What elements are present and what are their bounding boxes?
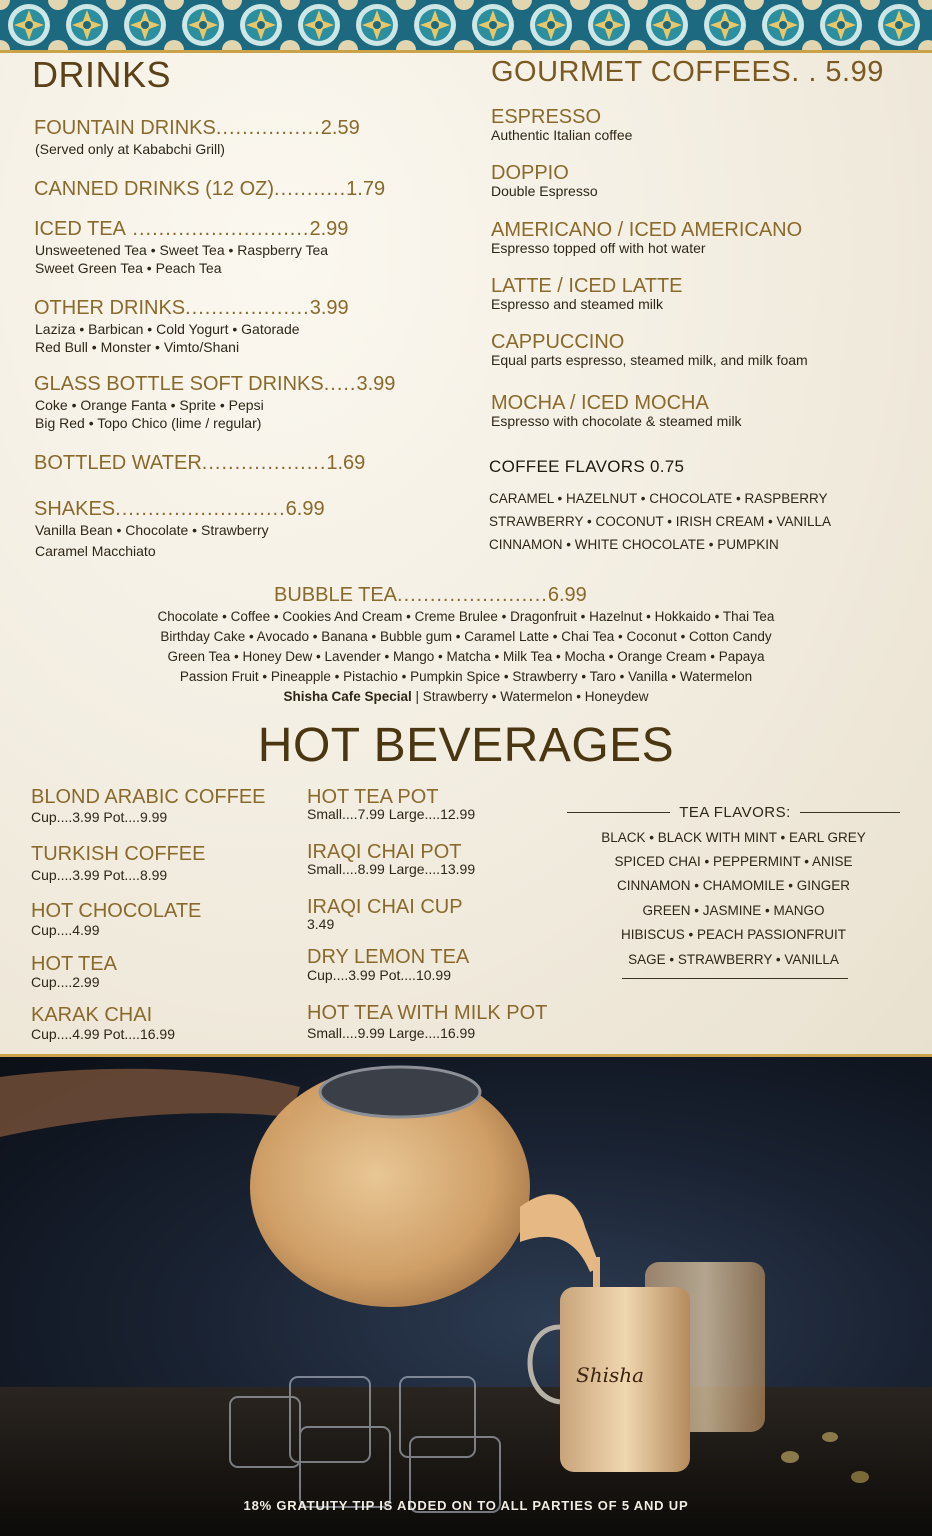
- tea-flavors-rule-bottom: [622, 978, 848, 979]
- gratuity-notice: 18% GRATUITY TIP IS ADDED ON TO ALL PARTIES OF 5 AND UP: [243, 1498, 689, 1513]
- coffee-desc: Espresso and steamed milk: [491, 296, 663, 312]
- hot-beverages-title: HOT BEVERAGES: [257, 719, 675, 772]
- hot-item-price: Cup....3.99 Pot....10.99: [307, 967, 451, 983]
- coffee-flavors-line: STRAWBERRY • COCONUT • IRISH CREAM • VANILLA: [489, 514, 831, 529]
- tea-flavors-title: TEA FLAVORS:: [679, 804, 791, 821]
- bubble-tea-flavors-3: Green Tea • Honey Dew • Lavender • Mango • Matcha • Milk Tea • Mocha • Orange Cream • Papaya: [167, 649, 765, 664]
- hot-item: HOT CHOCOLATE: [31, 900, 202, 922]
- tea-flavors-line: BLACK • BLACK WITH MINT • EARL GREY: [601, 830, 866, 845]
- coffee-flavors-title: COFFEE FLAVORS 0.75: [489, 457, 685, 476]
- glass-bottle-item: [34, 373, 395, 396]
- other-drinks-item: [34, 297, 349, 320]
- coffee-item: DOPPIO: [491, 162, 569, 184]
- hot-item: DRY LEMON TEA: [307, 946, 470, 968]
- tea-pouring-photo: [0, 1057, 932, 1536]
- tea-flavors-rule-left: [567, 812, 670, 813]
- hot-item-price: Cup....3.99 Pot....9.99: [31, 809, 168, 825]
- coffee-flavors-line: CINNAMON • WHITE CHOCOLATE • PUMPKIN: [489, 537, 779, 552]
- item-label: BUBBLE TEA: [274, 584, 398, 606]
- other-drinks-options-1: Laziza • Barbican • Cold Yogurt • Gatorade: [35, 321, 300, 337]
- coffee-item: MOCHA / ICED MOCHA: [491, 392, 709, 414]
- gourmet-coffees-title: GOURMET COFFEES. . 5.99: [491, 56, 884, 88]
- separator: |: [411, 689, 423, 704]
- coffee-item: CAPPUCCINO: [491, 331, 625, 353]
- bubble-tea-flavors-2: Birthday Cake • Avocado • Banana • Bubble gum • Caramel Latte • Chai Tea • Coconut • Cotton Candy: [160, 629, 772, 644]
- item-price: 1.69: [326, 452, 366, 474]
- iced-tea-item: [34, 218, 348, 241]
- leader-dots: ..........................: [115, 498, 286, 520]
- hot-item: HOT TEA POT: [307, 786, 439, 808]
- hot-item-price: 3.49: [307, 916, 335, 932]
- bottled-water-item: [34, 452, 365, 475]
- leader-dots: .......................: [397, 584, 548, 606]
- hot-item: BLOND ARABIC COFFEE: [31, 786, 266, 808]
- leader-dots: ................: [215, 117, 321, 139]
- fountain-note: (Served only at Kababchi Grill): [35, 141, 225, 157]
- tea-flavors-line: HIBISCUS • PEACH PASSIONFRUIT: [620, 927, 846, 942]
- coffee-desc: Double Espresso: [491, 183, 598, 199]
- item-label: SHAKES: [34, 498, 116, 520]
- bubble-tea-flavors-4: Passion Fruit • Pineapple • Pistachio • Pumpkin Spice • Strawberry • Taro • Vanilla • Watermelon: [179, 669, 753, 684]
- coffee-desc: Espresso with chocolate & steamed milk: [491, 413, 742, 429]
- tea-flavors-line: CINNAMON • CHAMOMILE • GINGER: [617, 878, 850, 893]
- hot-item: IRAQI CHAI CUP: [307, 896, 463, 918]
- bubble-tea-special: [0, 689, 932, 704]
- shakes-options-2: Caramel Macchiato: [35, 543, 156, 559]
- item-price: 6.99: [547, 584, 587, 606]
- hot-item-price: Small....7.99 Large....12.99: [307, 806, 476, 822]
- fountain-drinks-item: [34, 117, 360, 140]
- coffee-item: AMERICANO / ICED AMERICANO: [491, 219, 803, 241]
- hot-item: IRAQI CHAI POT: [307, 841, 462, 863]
- other-drinks-options-2: Red Bull • Monster • Vimto/Shani: [35, 339, 240, 355]
- glass-bottle-options-2: Big Red • Topo Chico (lime / regular): [35, 415, 262, 431]
- drinks-title: DRINKS: [32, 54, 172, 95]
- item-label: CANNED DRINKS (12 OZ): [34, 178, 275, 200]
- glass-bottle-options-1: Coke • Orange Fanta • Sprite • Pepsi: [35, 397, 264, 413]
- item-label: BOTTLED WATER: [34, 452, 202, 474]
- tea-pouring-illustration: [0, 1057, 932, 1536]
- hot-item-price: Cup....4.99: [31, 922, 100, 938]
- bubble-tea-item: [274, 584, 587, 607]
- coffee-item: ESPRESSO: [491, 106, 602, 128]
- hot-item-price: Small....9.99 Large....16.99: [307, 1025, 476, 1041]
- coffee-flavors-line: CARAMEL • HAZELNUT • CHOCOLATE • RASPBERRY: [489, 491, 828, 506]
- leader-dots: ...................: [185, 297, 310, 319]
- bubble-tea-flavors-1: Chocolate • Coffee • Cookies And Cream • Creme Brulee • Dragonfruit • Hazelnut • Hokkaido • Thai Tea: [157, 609, 775, 624]
- leader-dots: ...........: [274, 178, 347, 200]
- coffee-desc: Equal parts espresso, steamed milk, and milk foam: [491, 352, 808, 368]
- iced-tea-options-1: Unsweetened Tea • Sweet Tea • Raspberry Tea: [35, 242, 329, 258]
- item-label: FOUNTAIN DRINKS: [34, 117, 216, 139]
- item-price: 2.99: [309, 218, 349, 240]
- decorative-tile-band: [0, 0, 932, 53]
- shakes-item: [34, 498, 325, 521]
- coffee-item: LATTE / ICED LATTE: [491, 275, 683, 297]
- item-price: 2.59: [320, 117, 360, 139]
- hot-item: TURKISH COFFEE: [31, 843, 206, 865]
- special-items: Strawberry • Watermelon • Honeydew: [422, 689, 649, 704]
- iced-tea-options-2: Sweet Green Tea • Peach Tea: [35, 260, 222, 276]
- item-price: 6.99: [285, 498, 325, 520]
- leader-dots: ...........................: [125, 218, 310, 240]
- tea-flavors-line: SAGE • STRAWBERRY • VANILLA: [628, 952, 839, 967]
- coffee-desc: Authentic Italian coffee: [491, 127, 633, 143]
- leader-dots: .....: [323, 373, 357, 395]
- item-label: OTHER DRINKS: [34, 297, 186, 319]
- coffee-desc: Espresso topped off with hot water: [491, 240, 706, 256]
- item-label: ICED TEA: [34, 218, 126, 240]
- shakes-options-1: Vanilla Bean • Chocolate • Strawberry: [35, 522, 269, 538]
- item-price: 3.99: [356, 373, 396, 395]
- hot-item-price: Small....8.99 Large....13.99: [307, 861, 476, 877]
- hot-item: KARAK CHAI: [31, 1004, 153, 1026]
- hot-item: HOT TEA: [31, 953, 117, 975]
- hot-item-price: Cup....2.99: [31, 974, 100, 990]
- item-price: 1.79: [346, 178, 386, 200]
- item-label: GLASS BOTTLE SOFT DRINKS: [34, 373, 324, 395]
- hot-item: HOT TEA WITH MILK POT: [307, 1002, 548, 1024]
- item-price: 3.99: [309, 297, 349, 319]
- tile-pattern-icon: [0, 0, 932, 50]
- special-label: Shisha Cafe Special: [283, 689, 412, 704]
- leader-dots: ...................: [201, 452, 327, 474]
- tea-flavors-line: SPICED CHAI • PEPPERMINT • ANISE: [614, 854, 853, 869]
- tea-flavors-rule-right: [800, 812, 900, 813]
- canned-drinks-item: [34, 178, 385, 201]
- hot-item-price: Cup....4.99 Pot....16.99: [31, 1026, 175, 1042]
- cup-logo: Shisha: [576, 1363, 645, 1387]
- tea-flavors-line: GREEN • JASMINE • MANGO: [642, 903, 825, 918]
- hot-item-price: Cup....3.99 Pot....8.99: [31, 867, 168, 883]
